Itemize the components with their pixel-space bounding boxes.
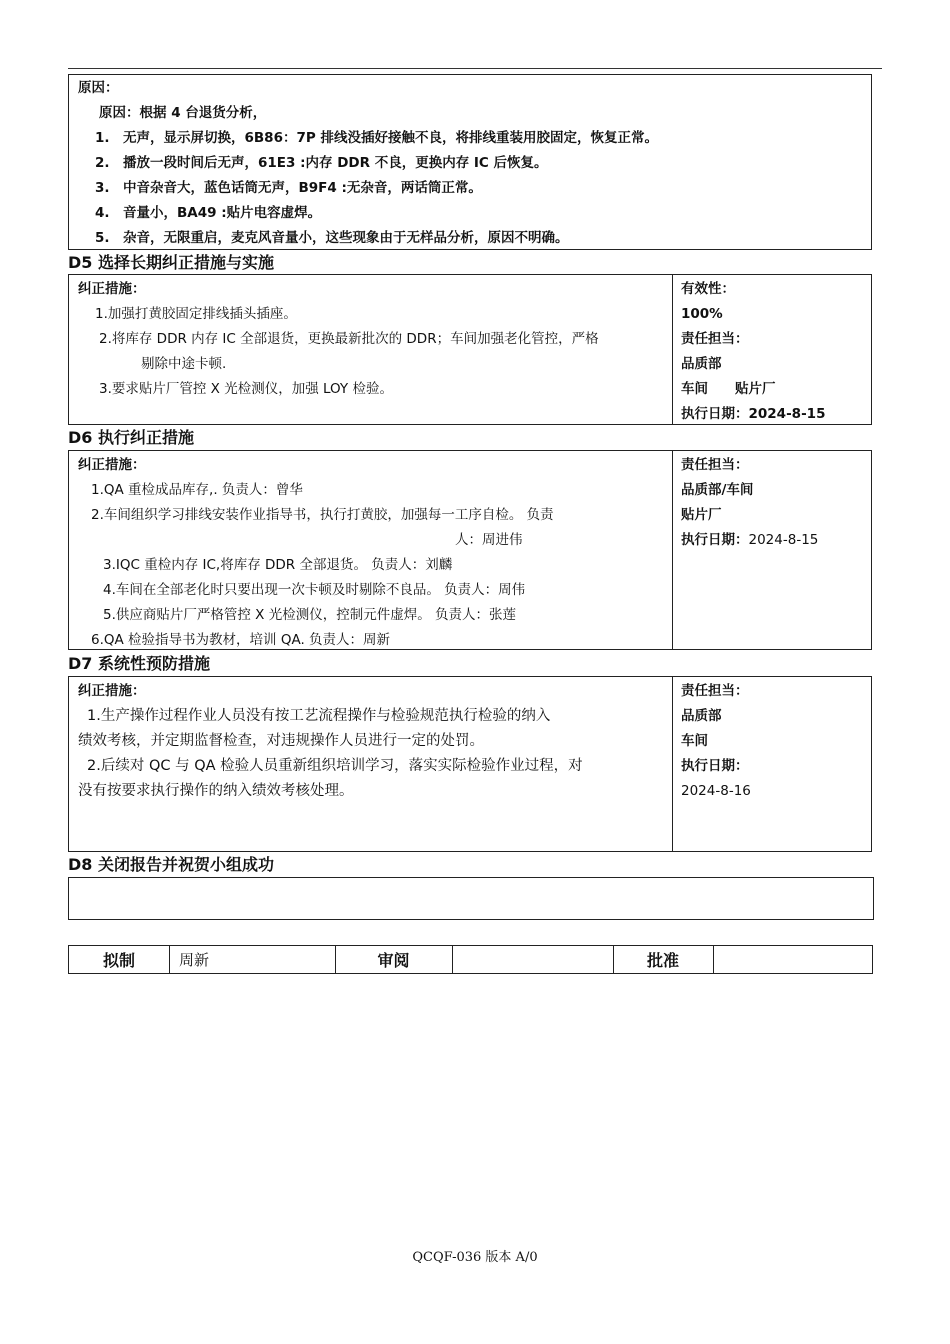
cause-item-2-text: 播放一段时间后无声，61E3 :内存 DDR 不良，更换内存 IC 后恢复。: [123, 155, 548, 171]
d5-owner-2: 车间: [681, 381, 708, 397]
d6-line-5: 4.车间在全部老化时只要出现一次卡顿及时剔除不良品。 负责人：周伟: [103, 582, 526, 598]
d6-date: [681, 531, 818, 549]
cause-intro: 原因：根据 4 台退货分析，: [99, 105, 267, 121]
d6-line-2: 2.车间组织学习排线安装作业指导书，执行打黄胶，加强每一工序自检。 负责: [91, 507, 554, 523]
d5-box: [68, 274, 872, 425]
signoff-separator: [713, 946, 714, 973]
d5-line-3: 剔除中途卡顿.: [141, 356, 227, 372]
cause-item-4-num: 4.: [95, 205, 110, 221]
d7-line-3: 2.后续对 QC 与 QA 检验人员重新组织培训学习，落实实际检验作业过程，对: [87, 758, 583, 774]
cause-box: [68, 74, 872, 250]
page-footer: QCQF-036 版本 A/0: [412, 1250, 538, 1265]
d6-line-4: 3.IQC 重检内存 IC,将库存 DDR 全部退货。 负责人：刘麟: [103, 557, 453, 573]
d6-owner-label: 责任担当：: [681, 457, 749, 473]
d5-date: 执行日期：2024-8-15: [681, 406, 826, 422]
d6-box: [68, 450, 872, 650]
d7-date-label: 执行日期：: [681, 758, 749, 774]
d6-divider: [672, 451, 673, 649]
cause-item-4-text: 音量小，BA49 :贴片电容虚焊。: [123, 205, 322, 221]
d7-box: [68, 676, 872, 852]
d7-owner-2: 车间: [681, 733, 708, 749]
d5-owner-1: 品质部: [681, 356, 722, 372]
d7-line-2: 绩效考核，并定期监督检查，对违规操作人员进行一定的处罚。: [78, 733, 484, 749]
approve-label: 批准: [646, 951, 679, 970]
d5-title: D5 选择长期纠正措施与实施: [68, 253, 274, 272]
d5-effect-label: 有效性：: [681, 281, 735, 297]
d5-owner-label: 责任担当：: [681, 331, 749, 347]
d7-owner-1: 品质部: [681, 708, 722, 724]
d5-line-2: 2.将库存 DDR 内存 IC 全部退货，更换最新批次的 DDR；车间加强老化管控，严格: [99, 331, 599, 347]
d6-owner-2: 贴片厂: [681, 507, 722, 523]
signoff-table: [68, 945, 873, 974]
draft-value: 周新: [179, 951, 210, 969]
d7-line-1: 1.生产操作过程作业人员没有按工艺流程操作与检验规范执行检验的纳入: [87, 708, 551, 724]
d5-effect-value: 100%: [681, 306, 723, 322]
approve-value: [719, 946, 869, 973]
cause-item-5-num: 5.: [95, 230, 110, 246]
review-value: [459, 946, 609, 973]
d5-left-header: 纠正措施：: [78, 281, 146, 297]
cause-header: 原因：: [78, 80, 119, 96]
d6-line-7: 6.QA 检验指导书为教材，培训 QA. 负责人：周新: [91, 632, 391, 648]
d6-line-3: 人：周进伟: [455, 532, 523, 548]
d5-line-4: 3.要求贴片厂管控 X 光检测仪，加强 LOY 检验。: [99, 381, 393, 397]
cause-item-3-num: 3.: [95, 180, 110, 196]
d7-title: D7 系统性预防措施: [68, 654, 210, 673]
cause-item-2-num: 2.: [95, 155, 110, 171]
d7-divider: [672, 677, 673, 851]
cause-item-5-text: 杂音，无限重启，麦克风音量小，这些现象由于无样品分析，原因不明确。: [123, 230, 569, 246]
d5-owner-3: 贴片厂: [735, 381, 776, 397]
cause-item-3-text: 中音杂音大，蓝色话筒无声，B9F4 :无杂音，两话筒正常。: [123, 180, 482, 196]
d7-line-4: 没有按要求执行操作的纳入绩效考核处理。: [78, 783, 354, 799]
d5-divider: [672, 275, 673, 424]
d6-line-1: 1.QA 重检成品库存,. 负责人：曾华: [91, 482, 303, 498]
d6-line-6: 5.供应商贴片厂严格管控 X 光检测仪，控制元件虚焊。 负责人：张莲: [103, 607, 517, 623]
review-label: 审阅: [377, 951, 410, 970]
d6-date-value: 2024-8-15: [748, 532, 819, 548]
d5-line-1: 1.加强打黄胶固定排线插头插座。: [95, 306, 297, 322]
d6-left-header: 纠正措施：: [78, 457, 146, 473]
draft-label: 拟制: [102, 951, 135, 970]
header-rule: [68, 68, 882, 69]
d7-left-header: 纠正措施：: [78, 683, 146, 699]
d8-title: D8 关闭报告并祝贺小组成功: [68, 855, 274, 874]
d6-title: D6 执行纠正措施: [68, 428, 194, 447]
d7-owner-label: 责任担当：: [681, 683, 749, 699]
signoff-separator: [169, 946, 170, 973]
signoff-separator: [452, 946, 453, 973]
d6-owner-1: 品质部/车间: [681, 482, 754, 498]
cause-item-1-num: 1.: [95, 130, 110, 146]
cause-item-1-text: 无声，显示屏切换，6B86：7P 排线没插好接触不良，将排线重装用胶固定，恢复正常。: [123, 130, 658, 146]
d7-date-value: 2024-8-16: [681, 783, 751, 799]
d6-date-label: 执行日期：: [681, 532, 749, 548]
d8-box: [68, 877, 874, 920]
